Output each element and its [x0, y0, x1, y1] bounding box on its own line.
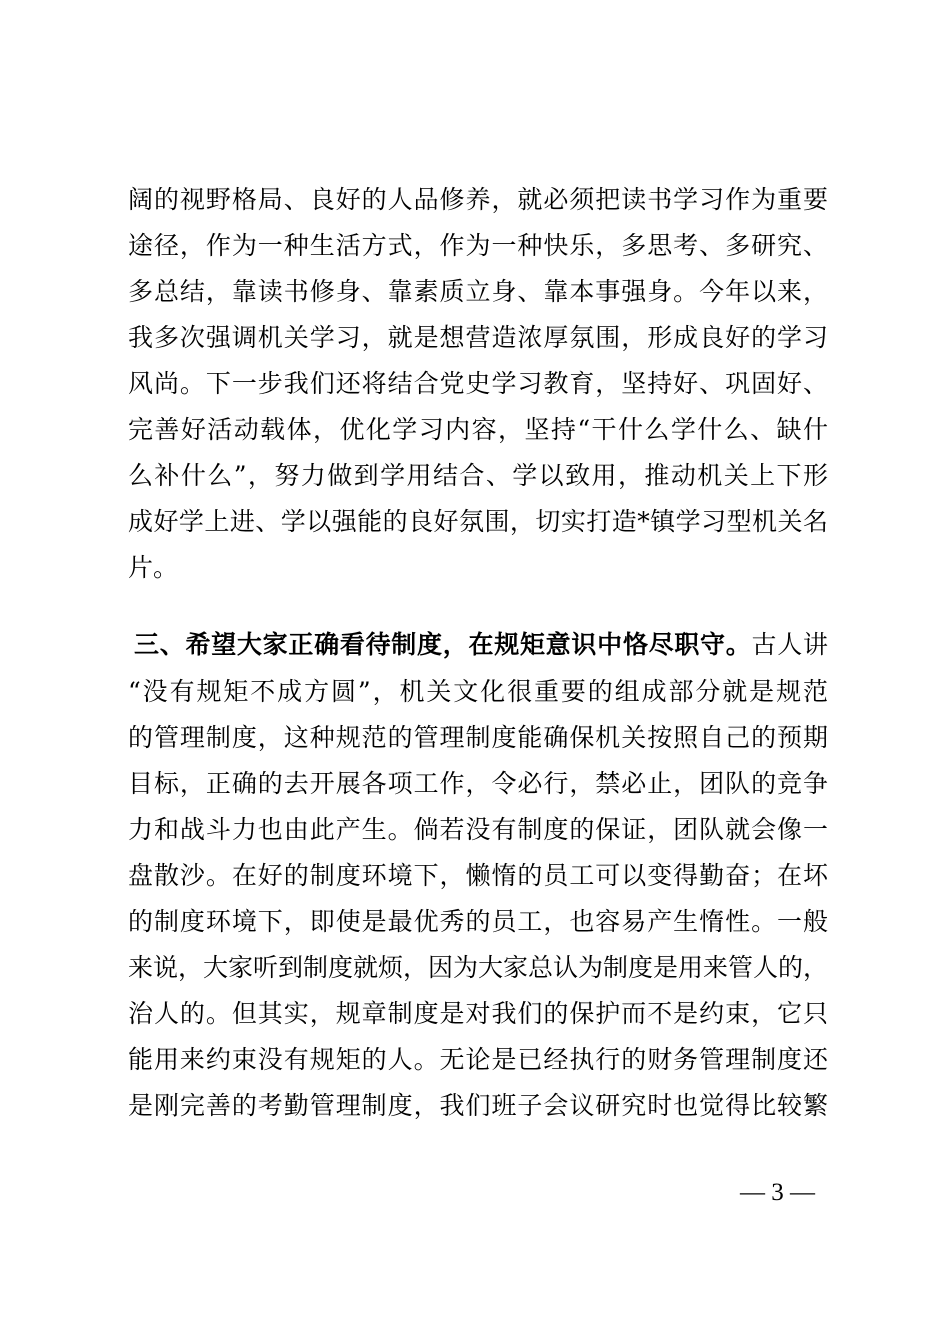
text-line: 么补什么”，努力做到学用结合、学以致用，推动机关上下形: [128, 461, 828, 490]
text-line: 治人的。但其实，规章制度是对我们的保护而不是约束，它只: [128, 999, 828, 1028]
text-line: “没有规矩不成方圆”，机关文化很重要的组成部分就是规范: [128, 677, 828, 706]
section-heading: 三、希望大家正确看待制度，在规矩意识中恪尽职守。: [134, 630, 752, 659]
section-heading-tail: 古人讲: [751, 630, 828, 659]
text-line: 多总结，靠读书修身、靠素质立身、靠本事强身。今年以来，: [128, 277, 828, 306]
text-line: 完善好活动载体，优化学习内容，坚持“干什么学什么、缺什: [128, 415, 828, 444]
text-line: 盘散沙。在好的制度环境下，懒惰的员工可以变得勤奋；在坏: [128, 861, 828, 890]
text-line: 途径，作为一种生活方式，作为一种快乐，多思考、多研究、: [128, 231, 828, 260]
text-line: 我多次强调机关学习，就是想营造浓厚氛围，形成良好的学习: [128, 323, 828, 352]
text-line: 成好学上进、学以强能的良好氛围，切实打造*镇学习型机关名: [128, 507, 828, 536]
text-line: 力和战斗力也由此产生。倘若没有制度的保证，团队就会像一: [128, 815, 828, 844]
text-line: 阔的视野格局、良好的人品修养，就必须把读书学习作为重要: [128, 185, 828, 214]
text-line: 能用来约束没有规矩的人。无论是已经执行的财务管理制度还: [128, 1045, 828, 1074]
text-line: 的制度环境下，即使是最优秀的员工，也容易产生惰性。一般: [128, 907, 828, 936]
text-line: 目标，正确的去开展各项工作，令必行，禁必止，团队的竞争: [128, 769, 828, 798]
text-line: 是刚完善的考勤管理制度，我们班子会议研究时也觉得比较繁: [128, 1091, 828, 1120]
page-number: — 3 —: [740, 1179, 815, 1206]
text-line: 的管理制度，这种规范的管理制度能确保机关按照自己的预期: [128, 723, 828, 752]
section-heading-line: [134, 630, 828, 660]
text-line: 风尚。下一步我们还将结合党史学习教育，坚持好、巩固好、: [128, 369, 828, 398]
text-line: 片。: [128, 553, 179, 582]
text-line: 来说，大家听到制度就烦，因为大家总认为制度是用来管人的，: [128, 953, 829, 982]
